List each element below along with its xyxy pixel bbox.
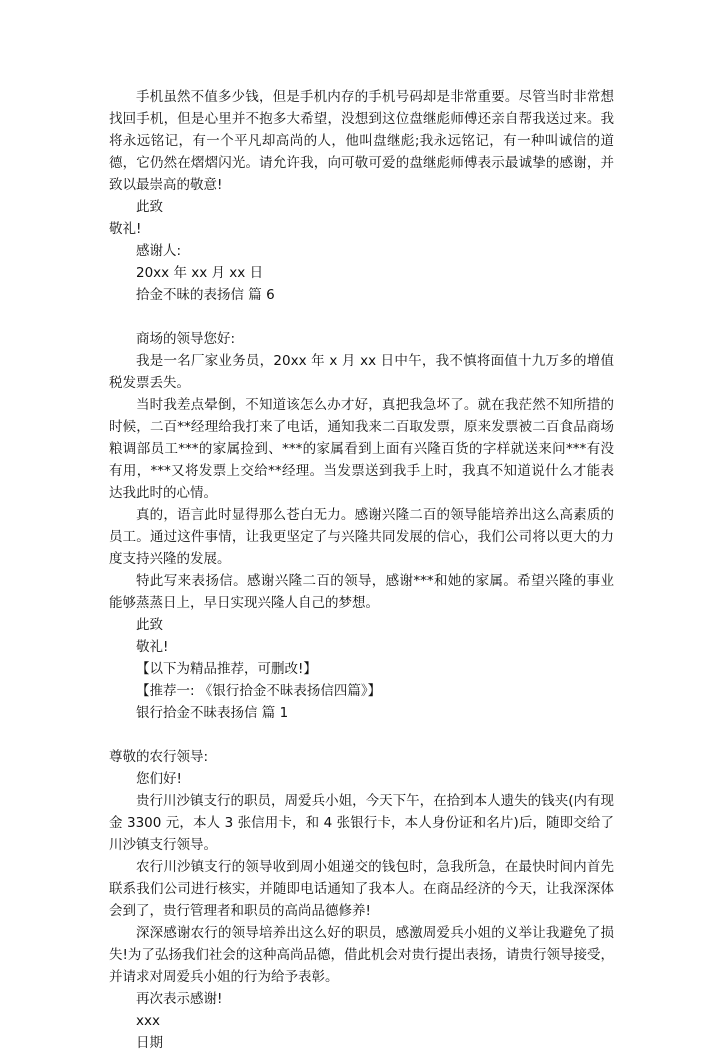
paragraph: 特此写来表扬信。感谢兴隆二百的领导，感谢***和她的家属。希望兴隆的事业能够蒸蒸日上，早日实现兴隆人自己的梦想。 bbox=[109, 573, 614, 611]
signer: xxx bbox=[136, 1013, 160, 1029]
thanker-label: 感谢人: bbox=[136, 243, 182, 259]
paragraph: 深深感谢农行的领导培养出这么好的职员，感激周爱兵小姐的义举让我避免了损失!为了弘扬我们社会的这种高尚品德，借此机会对贵行提出表扬，请贵行领导接受，并请求对周爱兵小姐的行为给予表彰。 bbox=[109, 925, 614, 985]
paragraph: 农行川沙镇支行的领导收到周小姐递交的钱包时，急我所急，在最快时间内首先联系我们公司进行核实，并随即电话通知了我本人。在商品经济的今天，让我深深体会到了，贵行管理者和职员的高尚品德修养! bbox=[109, 859, 614, 919]
recommend-item: 【推荐一: 《银行拾金不昧表扬信四篇》】 bbox=[136, 683, 382, 699]
recommend-note: 【以下为精品推荐，可删改!】 bbox=[136, 661, 317, 677]
closing-cizhi: 此致 bbox=[136, 199, 163, 215]
section-title: 银行拾金不昧表扬信 篇 1 bbox=[136, 705, 289, 721]
salutation: 尊敬的农行领导: bbox=[109, 749, 209, 765]
letter-date: 20xx 年 xx 月 xx 日 bbox=[136, 265, 264, 281]
closing-jingli: 敬礼! bbox=[109, 221, 142, 237]
blank-line bbox=[109, 306, 614, 328]
paragraph: 贵行川沙镇支行的职员，周爱兵小姐，今天下午，在拾到本人遗失的钱夹(内有现金 3300 元，本人 3 张信用卡，和 4 张银行卡，本人身份证和名片)后，随即交给了川沙镇支行领导。 bbox=[109, 793, 614, 853]
paragraph: 我是一名厂家业务员，20xx 年 x 月 xx 日中午，我不慎将面值十九万多的增值税发票丢失。 bbox=[109, 353, 614, 391]
paragraph: 当时我差点晕倒，不知道该怎么办才好，真把我急坏了。就在我茫然不知所措的时候，二百**经理给我打来了电话，通知我来二百取发票，原来发票被二百食品商场粮调部员工***的家属捡到、***的家属看到上面有兴隆百货的字样就送来问***有没有用，***又将发票上交给**经理。当发票送到我手上时，我真不知道说什么才能表达我此时的心情。 bbox=[109, 397, 614, 501]
date-label: 日期 bbox=[136, 1035, 163, 1051]
paragraph: 真的，语言此时显得那么苍白无力。感谢兴隆二百的领导能培养出这么高素质的员工。通过这件事情，让我更坚定了与兴隆共同发展的信心，我们公司将以更大的力度支持兴隆的发展。 bbox=[109, 507, 614, 567]
document-body bbox=[109, 86, 614, 1054]
closing-cizhi: 此致 bbox=[136, 617, 163, 633]
greeting: 您们好! bbox=[136, 771, 182, 787]
salutation: 商场的领导您好: bbox=[136, 331, 236, 347]
closing-jingli: 敬礼! bbox=[136, 639, 169, 655]
blank-line bbox=[109, 724, 614, 746]
section-title: 拾金不昧的表扬信 篇 6 bbox=[136, 287, 275, 303]
paragraph: 手机虽然不值多少钱，但是手机内存的手机号码却是非常重要。尽管当时非常想找回手机，但是心里并不抱多大希望，没想到这位盘继彪师傅还亲自帮我送过来。我将永远铭记，有一个平凡却高尚的人，他叫盘继彪;我永远铭记，有一种叫诚信的道德，它仍然在熠熠闪光。请允许我，向可敬可爱的盘继彪师傅表示最诚挚的感谢，并致以最崇高的敬意! bbox=[109, 89, 614, 193]
thanks-line: 再次表示感谢! bbox=[136, 991, 223, 1007]
